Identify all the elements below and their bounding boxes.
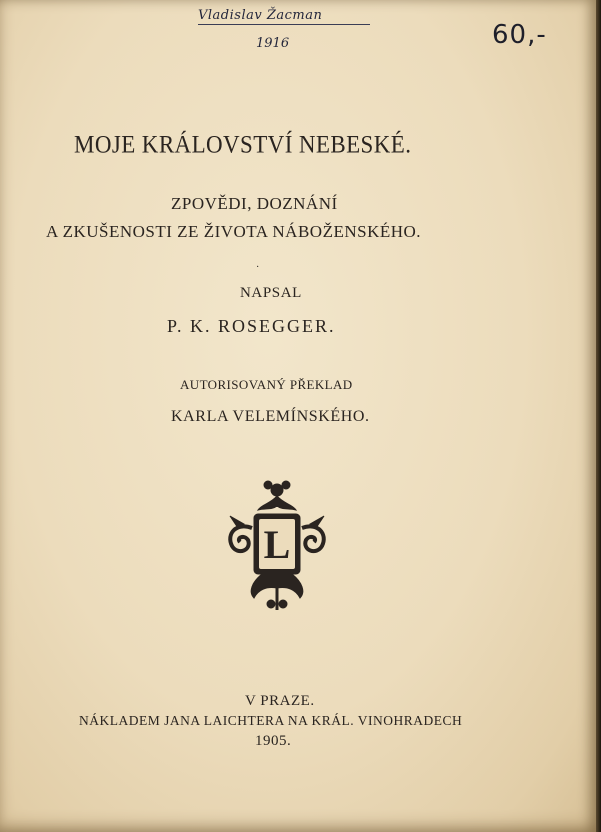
translation-label: AUTORISOVANÝ PŘEKLAD [180,377,353,392]
page-edge [596,0,601,832]
byline-label: NAPSAL [240,285,302,301]
translator-name: KARLA VELEMÍNSKÉHO. [171,408,370,425]
book-title: MOJE KRÁLOVSTVÍ NEBESKÉ. [74,130,412,158]
imprint-year: 1905. [255,733,292,749]
separator-dot: · [256,262,260,273]
imprint-city: V PRAZE. [245,693,315,709]
pencilled-price: 60,- [492,20,547,50]
owner-signature: Vladislav Žacman [198,8,370,25]
emblem-letter: L [263,522,291,567]
imprint-publisher: NÁKLADEM JANA LAICHTERA NA KRÁL. VINOHRADECH [79,713,463,728]
owner-signature-year: 1916 [256,36,290,51]
author-name: P. K. ROSEGGER. [167,316,336,336]
publisher-emblem-icon [222,476,332,616]
subtitle-line-2: A ZKUŠENOSTI ZE ŽIVOTA NÁBOŽENSKÉHO. [46,222,422,241]
subtitle-line-1: ZPOVĚDI, DOZNÁNÍ [171,194,338,213]
